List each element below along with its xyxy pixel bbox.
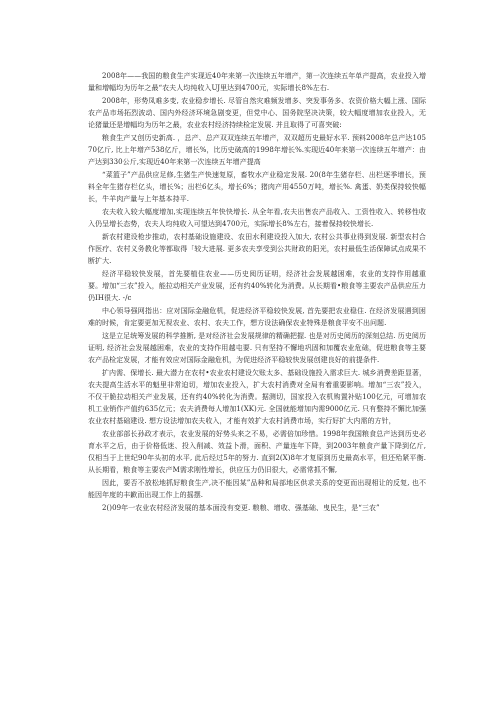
paragraph-8: 中心领导强网指出：应对国际金融危机，促进经济平稳较快发展, 首先要把农业稳住. 在经济发展遇到困难的时候，肯定要更加无视农业、农村、农夫工作，想方设法确保农业特殊是粮食平安不出问题. (88, 307, 426, 327)
paragraph-11: 农业部部长孙政才表示，农业发展的好势头来之不易，必需倍加珍惜。1998年我国粮食总产达到历史必育水平之后，由于价格低迷、投入削减、效益卜滑，面积、产量连年下降，到2003年粮食产量下降到亿斤, 仅相当于上世纪90年头初的水平, 此后经过5年的努力. 直到2(X)8年才复原到历史最高水平，但还殆紧平衡. 从长期看，粮食等主要农产M需求刚性增长，供应压力仍旧很大，必需常抓不懈, (88, 430, 426, 474)
paragraph-3: 粮食生产又创历史新高. ，总产、总产双双连续五年增产，双双超历史最好水平. 预料2008年总产达10570亿斤, 比上年增产538亿斤，增长%，比历史破高的1998年增长%.实现近40年来第一次连续五年增产：由产达到330公斤,实现近40年来第一次连续五年增产提高 (88, 134, 426, 166)
paragraph-1: 2008年——我国的粮食生产实现近40年来第一次连续五年增产，第一次连续五年单产提高，农业投入增量和增幅均为历年之最“农夫人均纯收入UJ里达到4700元，实际增长8%左右. (88, 72, 426, 92)
paragraph-9: 这是立足统筹发展的科学推断, 是对经济社会发展规律的精确把握. 也是对历史阅历的深刻总结. 历史阅历证明, 经济社会发展越困难，农业的支持作用越屯要. 只有坚持不懈地巩固和加覆农业危础，促进粮食等主要农产品检定发展，才能有效应对国际金融危机，为促进经济平稳较快发展创建良好的前提条件. (88, 332, 426, 364)
paragraph-4: “菜篮子”产品供应足修,生猪生产快速复原，畜牧水产业稳定发展. 20(8年生猪存栏、出栏逐季增长，预料全年生猪存栏亿头，增长%；出栏6亿头，增长6%；猪肉产用4550万吨，增长%. 禽蛋、奶类保持较快幅长，牛羊肉产量与上年基本持平. (88, 171, 426, 203)
paragraph-2: 2008年，形势凤难多变, 农业稳步增长. 尽管自然灾难频发增多、突发事务多、农资价格大幅上涨、国际农产品市场拓烈波动、国内外经济环境急剧变更，但党中心、国务院坚决决策，较大幅度增加农业投入，无论猪量还是增幅均为历年之最，农业农村经济持续检定发展. 并且取得了可喜突破: (88, 97, 426, 129)
paragraph-7: 经济平稳较快发展，首先要植住农业——历史阅历证明，经济社会发展越困难，农业的支持作用越重要。增加“三农”投入，能拉动相关产业发展，还有约40%转化为消费。从长期看•粮食等主要农产品供应压力仍IH很大. -/c (88, 270, 426, 302)
paragraph-6: 新农村建设枪步推动，农村基础设施建设、农田水利建设投入加大, 农村公共事业得到发展. 新型农村合作医疗、农村义务教化等都取得「较大进展. 更多农夫享受到公共财政的阳光，农村最低生活保障试点成果不断扩大. (88, 233, 426, 265)
paragraph-5: 农夫收入较大幅度增加,实现连续五年快快增长. 从全年看,农夫出售农产品收入、工资性收入、转移性收入仍呈增长态势，农夫人均纯收入可望达到4700元，实际增长8%左右，接着保持较快增长. (88, 208, 426, 228)
paragraph-10: 扩内需、保增长. 最大潜力在农村•农业农村建设欠账太多、基础设施投入需求巨大. 城乡消费差距显著，农夫提高生活水平的魁里非常迫切，增加农业投入，扩大农村消费对全局有着重要影响。增加“三农”投入，不仅干脆拉动相关产业发展，还有约40%转化为消费。据测切，国家投入农机购置补贴100亿元，可增加农机工业销作产值约635亿元；农夫消费每人增加1(XK)元. 全国就能增加内需9000亿元. 只有整持不懈比加强农业农村基础建设. 想方设法增加农夫收入，才能有效扩大农村消费市场，实行好扩大内需的方针， (88, 369, 426, 425)
paragraph-12: 因此，要否不放松地抓好粮食生产,决不能因某”品种和局部地区供求关系的变更而出现相让的反复, 也不能因年度的丰歉而出现工作上的摇摆. (88, 479, 426, 499)
document-body (88, 70, 426, 514)
paragraph-13: 2()09年一农业农村经济发展的基本面没有变更. 粮粮、增收、强基础、曳民生，是“三农” (102, 504, 380, 512)
